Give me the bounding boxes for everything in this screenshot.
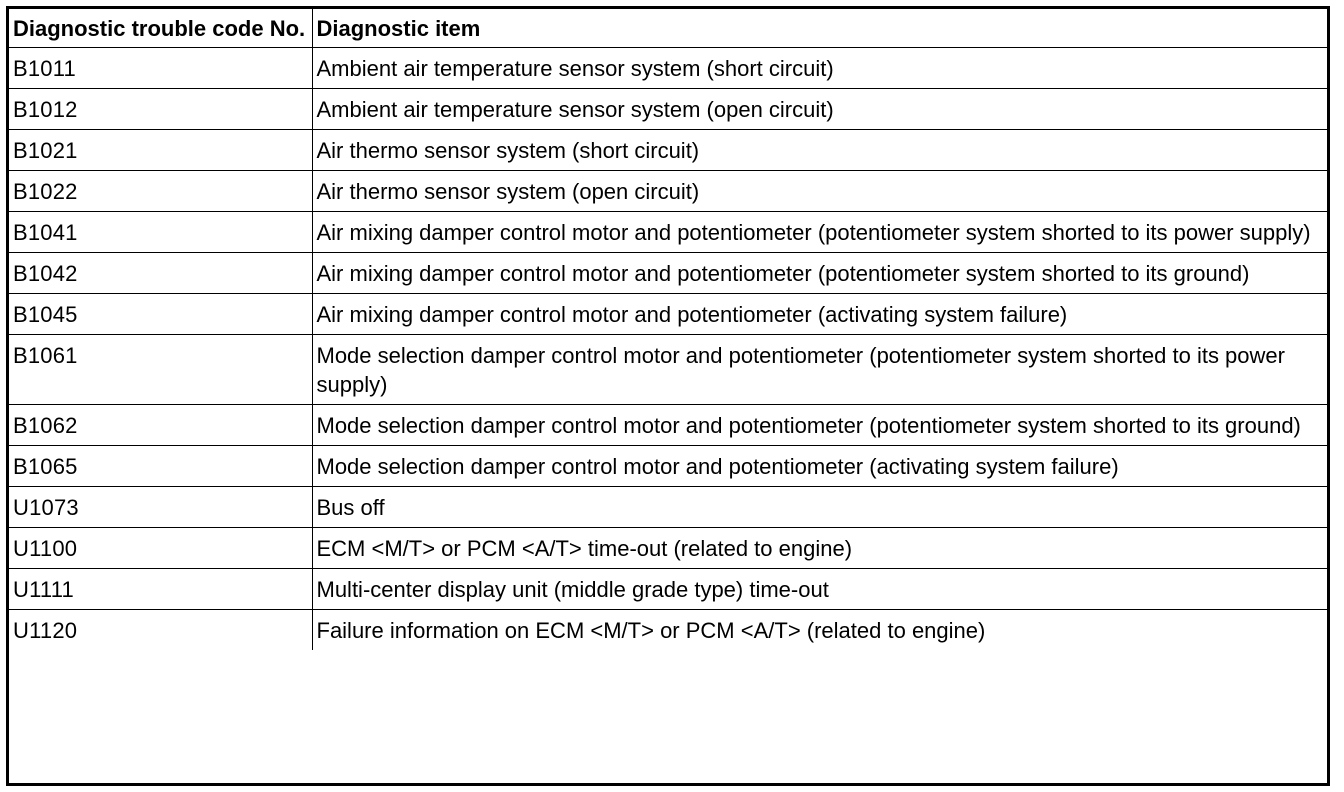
table-row bbox=[9, 294, 1327, 335]
diagnostic-item: Air mixing damper control motor and potentiometer (potentiometer system shorted to its power supply) bbox=[312, 212, 1327, 253]
diagnostic-code-table bbox=[9, 9, 1327, 650]
table-row bbox=[9, 528, 1327, 569]
diagnostic-item: Air mixing damper control motor and potentiometer (potentiometer system shorted to its ground) bbox=[312, 253, 1327, 294]
trouble-code: U1100 bbox=[9, 528, 312, 569]
table-row bbox=[9, 253, 1327, 294]
document-sheet bbox=[6, 6, 1330, 786]
diagnostic-item: Air mixing damper control motor and potentiometer (activating system failure) bbox=[312, 294, 1327, 335]
table-row bbox=[9, 569, 1327, 610]
trouble-code: B1041 bbox=[9, 212, 312, 253]
trouble-code: U1073 bbox=[9, 487, 312, 528]
diagnostic-item: Ambient air temperature sensor system (short circuit) bbox=[312, 48, 1327, 89]
table-row bbox=[9, 89, 1327, 130]
table-row bbox=[9, 212, 1327, 253]
header-code: Diagnostic trouble code No. bbox=[9, 9, 312, 48]
table-row bbox=[9, 335, 1327, 405]
diagnostic-item: Mode selection damper control motor and potentiometer (potentiometer system shorted to its power supply) bbox=[312, 335, 1327, 405]
trouble-code: B1012 bbox=[9, 89, 312, 130]
diagnostic-item: Air thermo sensor system (short circuit) bbox=[312, 130, 1327, 171]
table-row bbox=[9, 405, 1327, 446]
trouble-code: B1061 bbox=[9, 335, 312, 405]
diagnostic-item: Failure information on ECM <M/T> or PCM <A/T> (related to engine) bbox=[312, 610, 1327, 651]
table-row bbox=[9, 130, 1327, 171]
trouble-code: B1045 bbox=[9, 294, 312, 335]
trouble-code: B1062 bbox=[9, 405, 312, 446]
trouble-code: B1011 bbox=[9, 48, 312, 89]
diagnostic-item: Mode selection damper control motor and potentiometer (activating system failure) bbox=[312, 446, 1327, 487]
table-row bbox=[9, 487, 1327, 528]
diagnostic-item: Multi-center display unit (middle grade type) time-out bbox=[312, 569, 1327, 610]
diagnostic-item: Mode selection damper control motor and potentiometer (potentiometer system shorted to its ground) bbox=[312, 405, 1327, 446]
table-row bbox=[9, 610, 1327, 651]
diagnostic-item: ECM <M/T> or PCM <A/T> time-out (related to engine) bbox=[312, 528, 1327, 569]
table-row bbox=[9, 171, 1327, 212]
diagnostic-item: Air thermo sensor system (open circuit) bbox=[312, 171, 1327, 212]
header-item: Diagnostic item bbox=[312, 9, 1327, 48]
trouble-code: B1021 bbox=[9, 130, 312, 171]
trouble-code: B1065 bbox=[9, 446, 312, 487]
trouble-code: U1120 bbox=[9, 610, 312, 651]
table-row bbox=[9, 48, 1327, 89]
diagnostic-item: Bus off bbox=[312, 487, 1327, 528]
trouble-code: U1111 bbox=[9, 569, 312, 610]
table-row bbox=[9, 446, 1327, 487]
table-header-row bbox=[9, 9, 1327, 48]
trouble-code: B1042 bbox=[9, 253, 312, 294]
trouble-code: B1022 bbox=[9, 171, 312, 212]
diagnostic-item: Ambient air temperature sensor system (open circuit) bbox=[312, 89, 1327, 130]
